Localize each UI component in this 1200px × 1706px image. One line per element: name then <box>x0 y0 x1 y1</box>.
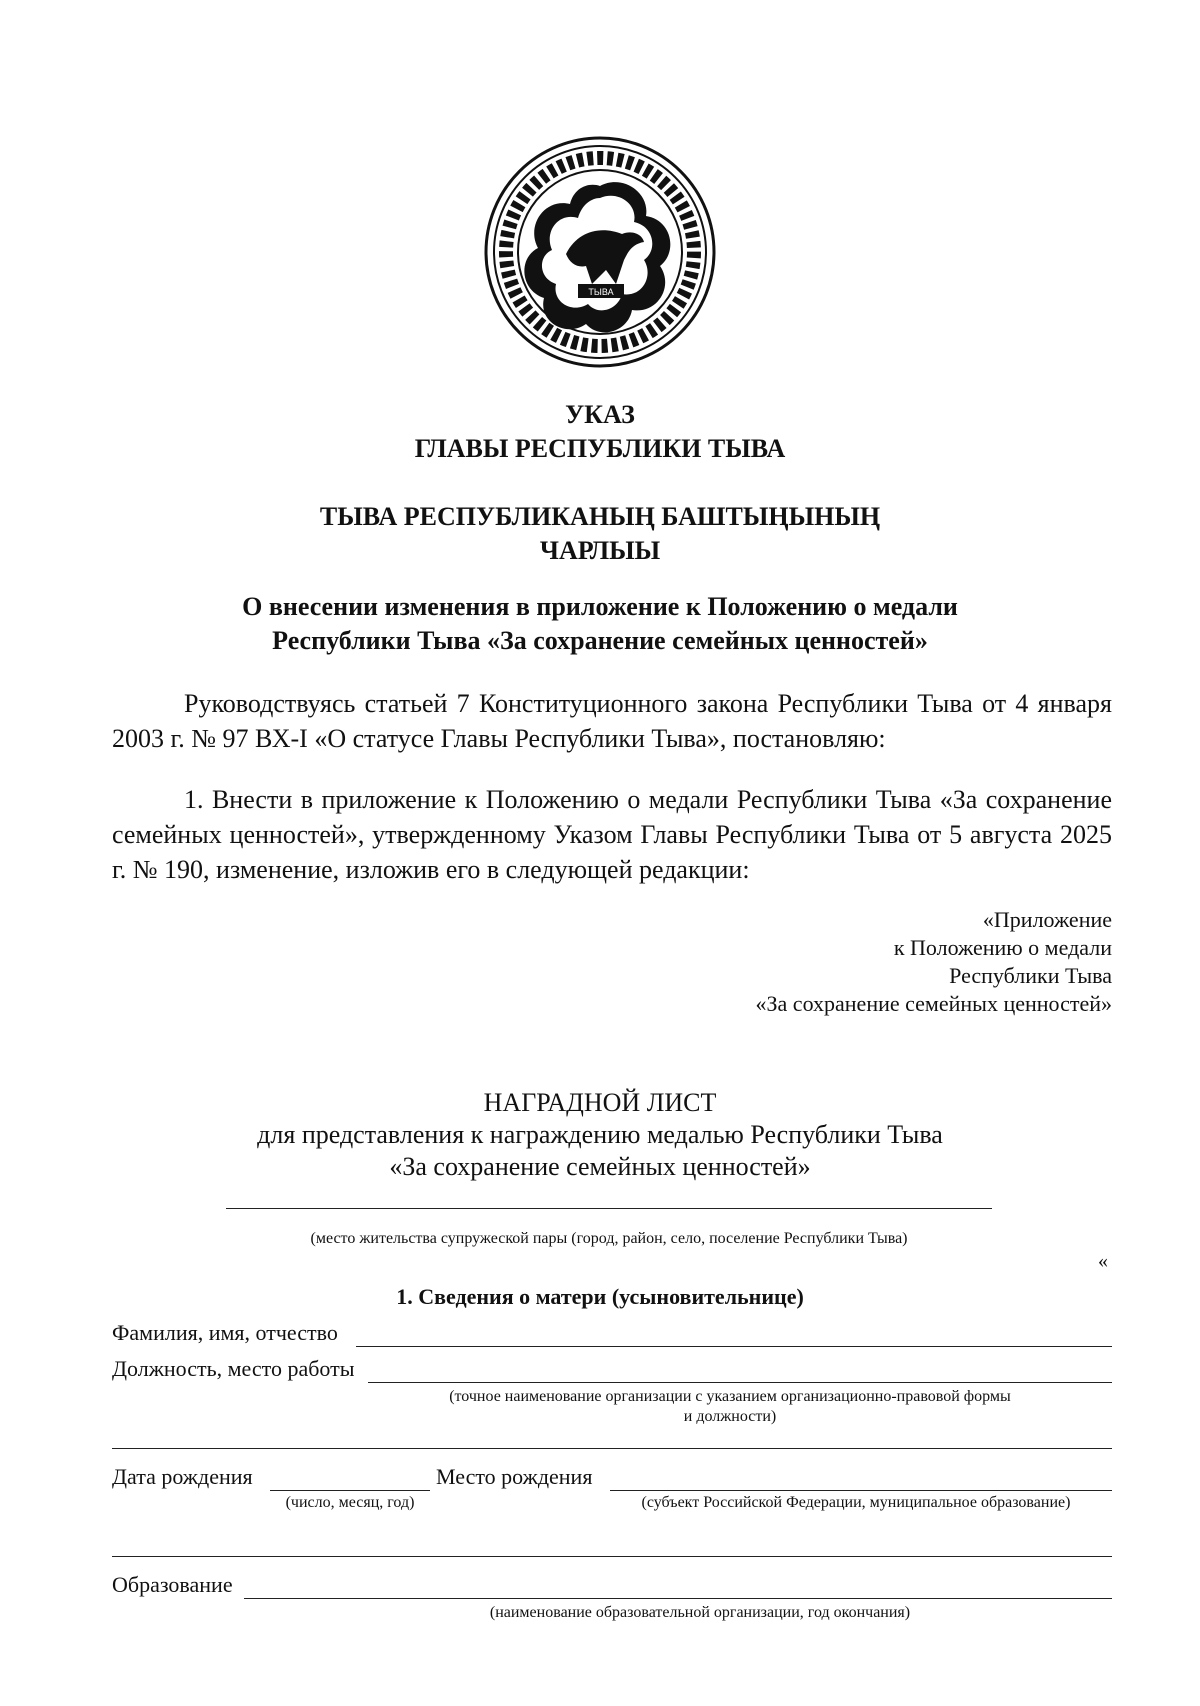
birth-extra-line[interactable] <box>112 1556 1112 1557</box>
education-label: Образование <box>112 1572 233 1597</box>
quote-mark: « <box>1098 1250 1108 1272</box>
position-extra-line[interactable] <box>112 1448 1112 1449</box>
residence-line <box>226 1208 992 1209</box>
appendix-line2: к Положению о медали <box>893 935 1112 960</box>
subject-line1: О внесении изменения в приложение к Положению о медали <box>242 592 958 621</box>
issuing-authority: ГЛАВЫ РЕСПУБЛИКИ ТЫВА <box>414 434 786 463</box>
birthplace-field[interactable] <box>610 1490 1112 1491</box>
education-caption: (наименование образовательной организации, год окончания) <box>489 1604 911 1621</box>
subject-line2: Республики Тыва «За сохранение семейных ценностей» <box>272 626 928 655</box>
position-field[interactable] <box>368 1382 1112 1383</box>
fio-field[interactable] <box>356 1346 1112 1347</box>
tuva-coat-of-arms-icon <box>482 134 718 370</box>
position-caption-line2: и должности) <box>683 1408 777 1425</box>
award-sheet-subtitle1: для представления к награждению медалью Республики Тыва <box>257 1120 943 1149</box>
tuvan-title-line1: ТЫВА РЕСПУБЛИКАНЫҢ БАШТЫҢЫНЫҢ <box>319 502 881 531</box>
appendix-line3: Республики Тыва <box>949 963 1112 988</box>
appendix-line1: «Приложение <box>982 907 1112 932</box>
birthplace-label: Место рождения <box>436 1464 593 1489</box>
emblem-text: ТЫВА <box>588 287 614 297</box>
position-caption-line1: (точное наименование организации с указанием организационно-правовой формы <box>449 1388 1011 1405</box>
appendix-header <box>700 906 1112 1018</box>
birthdate-label: Дата рождения <box>112 1464 253 1489</box>
birthdate-field[interactable] <box>270 1490 430 1491</box>
residence-caption: (место жительства супружеской пары (город, район, село, поселение Республики Тыва) <box>310 1230 908 1247</box>
appendix-line4: «За сохранение семейных ценностей» <box>755 991 1112 1016</box>
birthdate-caption: (число, месяц, год) <box>285 1494 415 1511</box>
birthplace-caption: (субъект Российской Федерации, муниципальное образование) <box>641 1494 1071 1511</box>
education-field[interactable] <box>244 1598 1112 1599</box>
item1-paragraph: 1. Внести в приложение к Положению о медали Республики Тыва «За сохранение семейных ценностей», утвержденному Указом Главы Республики Тыва от 5 августа 2025 г. № 190, изменение, изложив его в следующей редакции: <box>112 785 1112 884</box>
document-type-title: УКАЗ <box>565 400 635 429</box>
preamble-paragraph: Руководствуясь статьей 7 Конституционного закона Республики Тыва от 4 января 2003 г. № 97 ВХ-I «О статусе Главы Республики Тыва», постановляю: <box>112 689 1112 753</box>
section1-title: 1. Сведения о матери (усыновительнице) <box>396 1284 804 1309</box>
position-label: Должность, место работы <box>112 1356 355 1381</box>
fio-label: Фамилия, имя, отчество <box>112 1320 338 1345</box>
award-sheet-title: НАГРАДНОЙ ЛИСТ <box>483 1088 717 1117</box>
tuvan-title-line2: ЧАРЛЫЫ <box>539 536 661 565</box>
award-sheet-subtitle2: «За сохранение семейных ценностей» <box>389 1152 811 1181</box>
